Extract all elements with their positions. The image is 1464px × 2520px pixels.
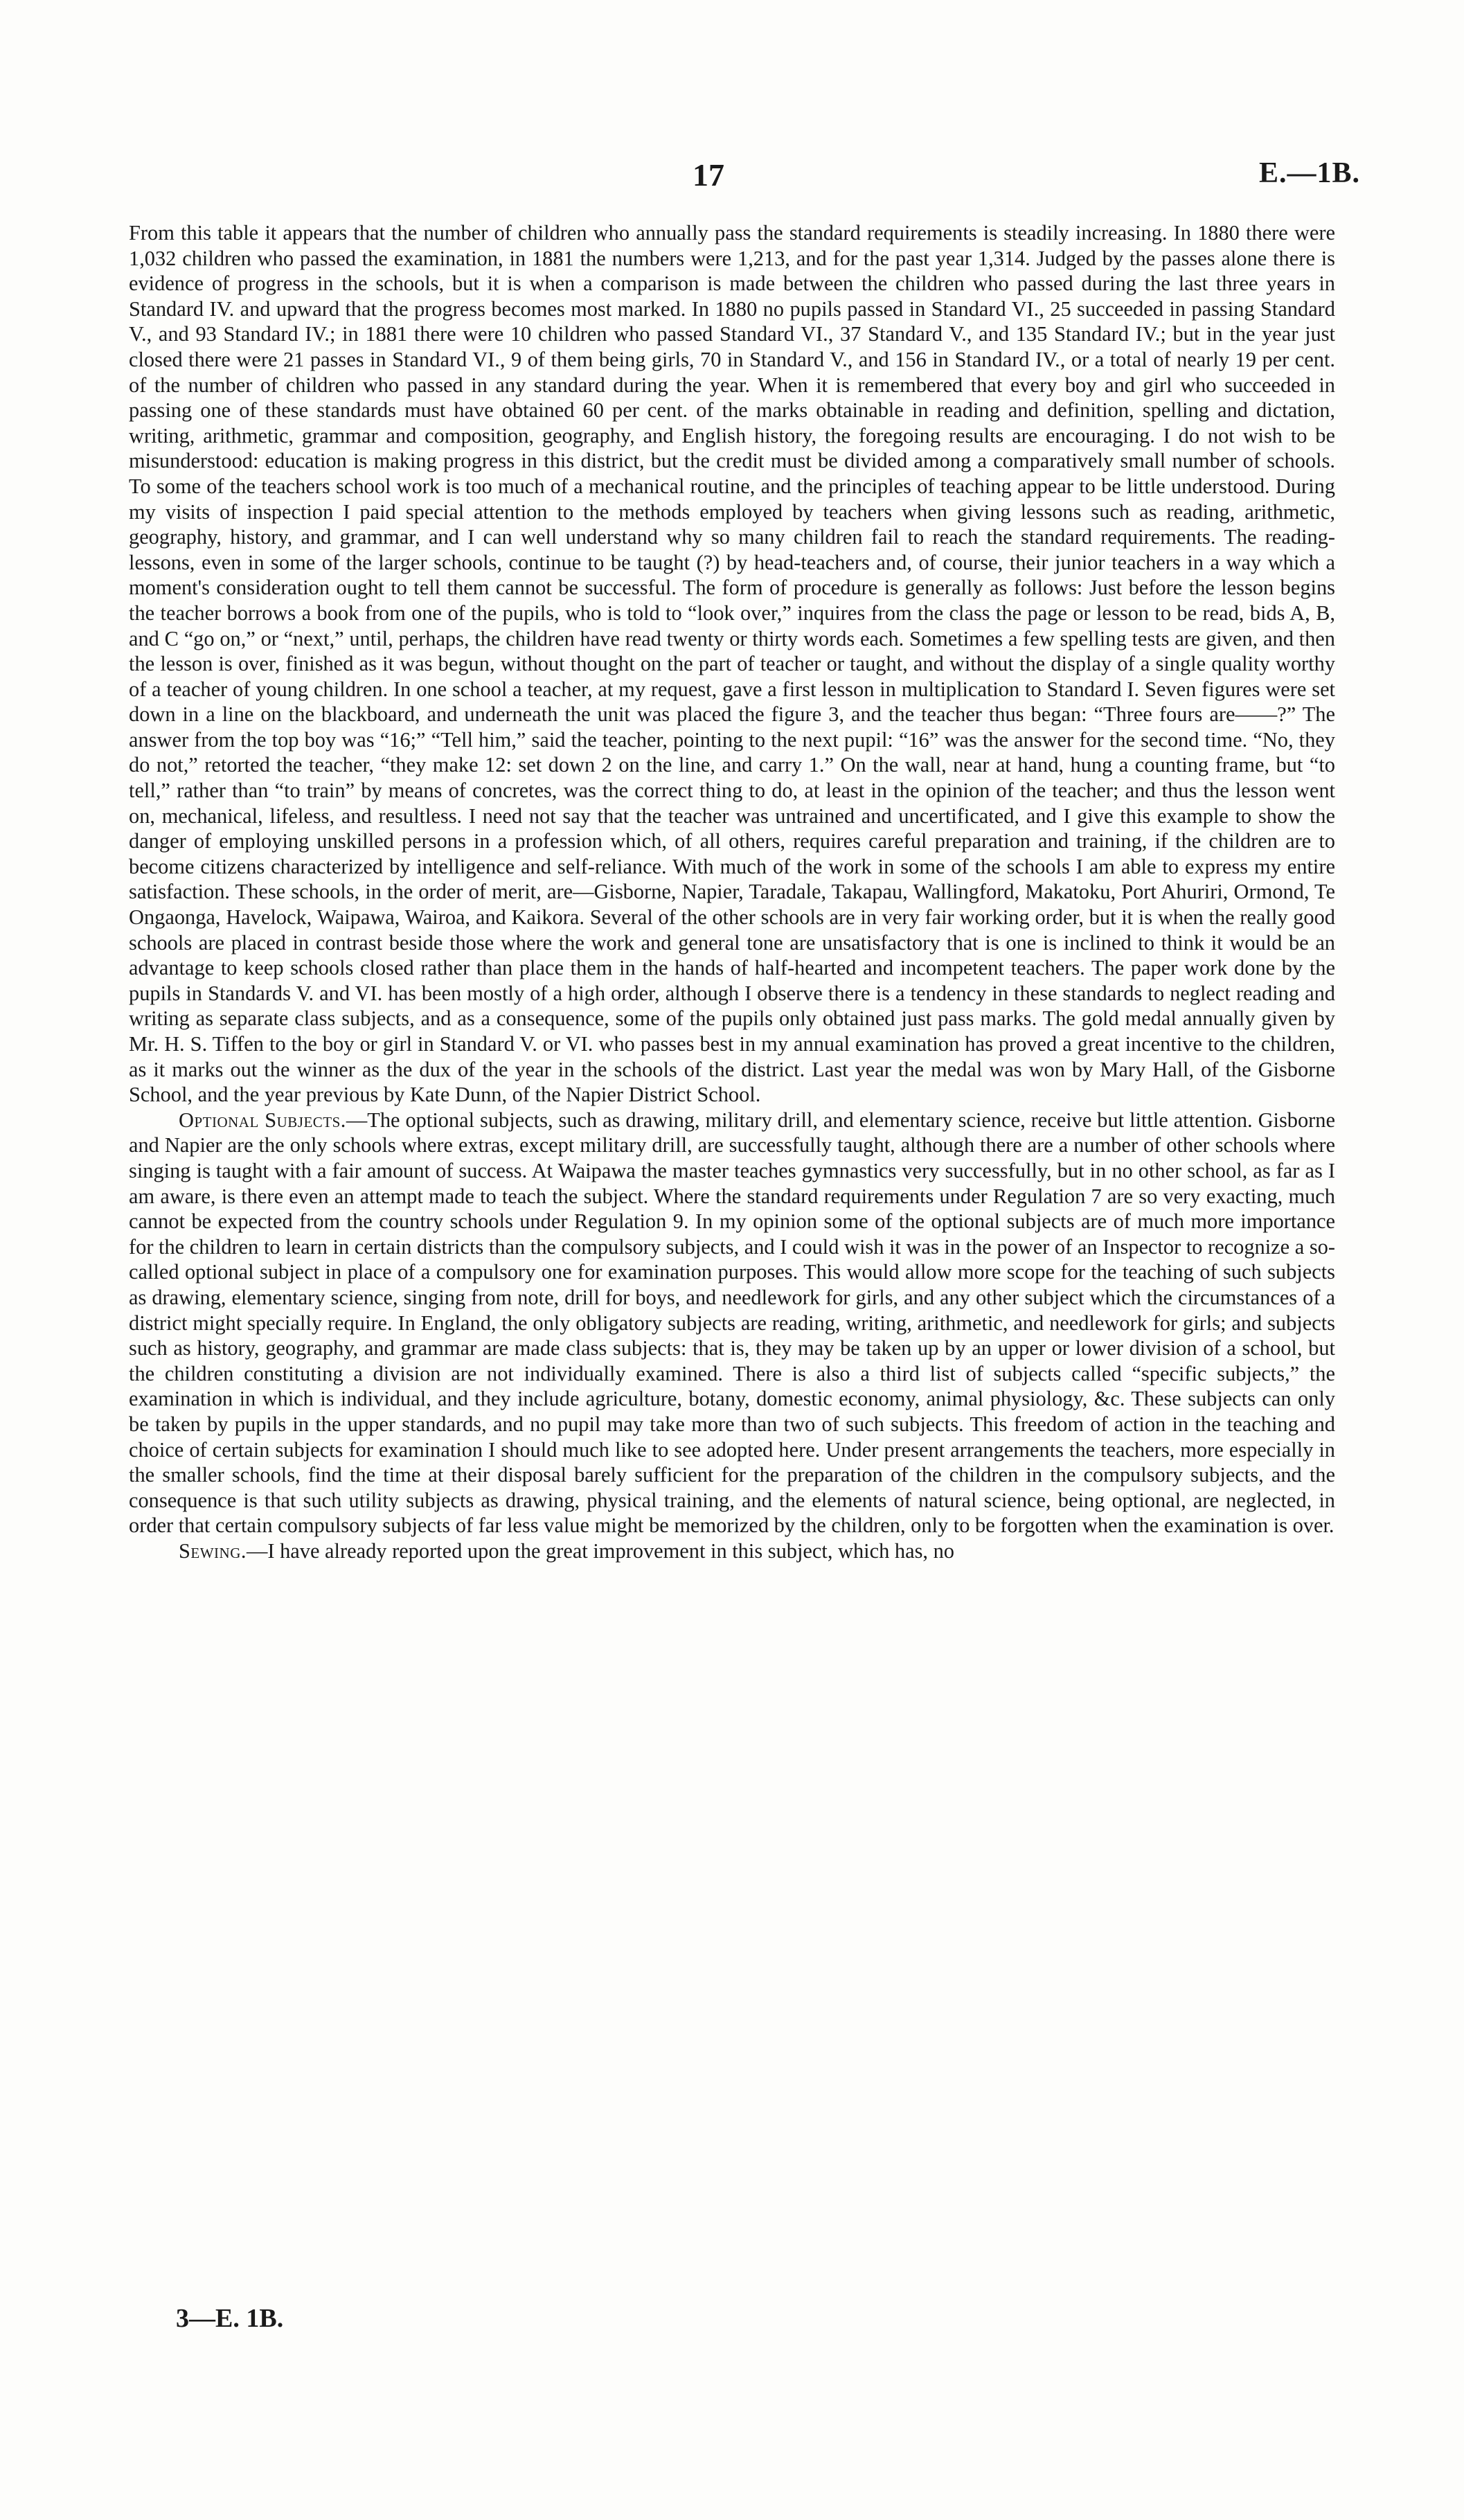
sewing-text: —I have already reported upon the great improvement in this subject, which has, no	[246, 1538, 954, 1563]
document-code: E.—1B.	[1258, 157, 1360, 189]
body-text	[129, 220, 1335, 1563]
optional-subjects-text: —The optional subjects, such as drawing, military drill, and elementary science, receive but little attention. Gisborne and Napier are the only schools where extras, except military drill, are successfully taught, although there are a number of other schools where singing is taught with a fair amount of success. At Waipawa the master teaches gymnastics very successfully, but in no other school, as far as I am aware, is there even an attempt made to teach the subject. Where the standard requirements under Regulation 7 are so very exacting, much cannot be expected from the country schools under Regulation 9. In my opinion some of the optional subjects are of much more importance for the children to learn in certain districts than the compulsory subjects, and I could wish it was in the power of an Inspector to recognize a so-called optional subject in place of a compulsory one for examination purposes. This would allow more scope for the teaching of such subjects as drawing, elementary science, singing from note, drill for boys, and needlework for girls, and any other subject which the circumstances of a district might specially require. In England, the only obligatory subjects are reading, writing, arithmetic, and needlework for girls; and subjects such as history, geography, and grammar are made class subjects: that is, they may be taken up by an upper or lower division of a school, but the children constituting a division are not individually examined. There is also a third list of subjects called “specific subjects,” the examination in which is individual, and they include agriculture, botany, domestic economy, animal physiology, &c. These subjects can only be taken by pupils in the upper standards, and no pupil may take more than two of such subjects. This freedom of action in the teaching and choice of certain subjects for examination I should much like to see adopted here. Under present arrangements the teachers, more especially in the smaller schools, find the time at their disposal barely sufficient for the preparation of the children in the compulsory subjects, and the consequence is that such utility subjects as drawing, physical training, and the elements of natural science, being optional, are neglected, in order that certain compulsory subjects of far less value might be memorized by the children, only to be forgotten when the examination is over.	[129, 1108, 1335, 1538]
paragraph-sewing	[129, 1538, 1335, 1564]
sewing-heading: Sewing.	[179, 1538, 247, 1563]
page-number: 17	[693, 157, 724, 193]
optional-subjects-heading: Optional Subjects.	[179, 1108, 346, 1132]
signature-mark: 3—E. 1B.	[176, 2304, 284, 2333]
paragraph-standard-passes: From this table it appears that the number of children who annually pass the standard requirements is steadily increasing. In 1880 there were 1,032 children who passed the examination, in 1881 the numbers were 1,213, and for the past year 1,314. Judged by the passes alone there is evidence of progress in the schools, but it is when a comparison is made between the children who passed during the last three years in Standard IV. and upward that the progress becomes most marked. In 1880 no pupils passed in Standard VI., 25 succeeded in passing Standard V., and 93 Standard IV.; in 1881 there were 10 children who passed Standard VI., 37 Standard V., and 135 Standard IV.; but in the year just closed there were 21 passes in Standard VI., 9 of them being girls, 70 in Standard V., and 156 in Standard IV., or a total of nearly 19 per cent. of the number of children who passed in any standard during the year. When it is remembered that every boy and girl who succeeded in passing one of these standards must have obtained 60 per cent. of the marks obtainable in reading and definition, spelling and dictation, writing, arithmetic, grammar and composition, geography, and English history, the foregoing results are encouraging. I do not wish to be misunderstood: education is making progress in this district, but the credit must be divided among a comparatively small number of schools. To some of the teachers school work is too much of a mechanical routine, and the principles of teaching appear to be little understood. During my visits of inspection I paid special attention to the methods employed by teachers when giving lessons such as reading, arithmetic, geography, history, and grammar, and I can well understand why so many children fail to reach the standard requirements. The reading-lessons, even in some of the larger schools, continue to be taught (?) by head-teachers and, of course, their junior teachers in a way which a moment's consideration ought to tell them cannot be successful. The form of procedure is generally as follows: Just before the lesson begins the teacher borrows a book from one of the pupils, who is told to “look over,” inquires from the class the page or lesson to be read, bids A, B, and C “go on,” or “next,” until, perhaps, the children have read twenty or thirty words each. Sometimes a few spelling tests are given, and then the lesson is over, finished as it was begun, without thought on the part of teacher or taught, and without the display of a single quality worthy of a teacher of young children. In one school a teacher, at my request, gave a first lesson in multiplication to Standard I. Seven figures were set down in a line on the blackboard, and underneath the unit was placed the figure 3, and the teacher thus began: “Three fours are——?” The answer from the top boy was “16;” “Tell him,” said the teacher, pointing to the next pupil: “16” was the answer for the second time. “No, they do not,” retorted the teacher, “they make 12: set down 2 on the line, and carry 1.” On the wall, near at hand, hung a counting frame, but “to tell,” rather than “to train” by means of concretes, was the correct thing to do, at least in the opinion of the teacher; and thus the lesson went on, mechanical, lifeless, and resultless. I need not say that the teacher was untrained and uncertificated, and I give this example to show the danger of employing unskilled persons in a profession which, of all others, requires careful preparation and training, if the children are to become citizens characterized by intelligence and self-reliance. With much of the work in some of the schools I am able to express my entire satisfaction. These schools, in the order of merit, are—Gisborne, Napier, Taradale, Takapau, Wallingford, Makatoku, Port Ahuriri, Ormond, Te Ongaonga, Havelock, Waipawa, Wairoa, and Kaikora. Several of the other schools are in very fair working order, but it is when the really good schools are placed in contrast beside those where the work and general tone are unsatisfactory that is one is inclined to think it would be an advantage to keep schools closed rather than place them in the hands of half-hearted and incompetent teachers. The paper work done by the pupils in Standards V. and VI. has been mostly of a high order, although I observe there is a tendency in these standards to neglect reading and writing as separate class subjects, and as a consequence, some of the pupils only obtained just pass marks. The gold medal annually given by Mr. H. S. Tiffen to the boy or girl in Standard V. or VI. who passes best in my annual examination has proved a great incentive to the children, as it marks out the winner as the dux of the year in the schools of the district. Last year the medal was won by Mary Hall, of the Gisborne School, and the year previous by Kate Dunn, of the Napier District School.	[129, 221, 1335, 1107]
paragraph-optional-subjects	[129, 1108, 1335, 1538]
